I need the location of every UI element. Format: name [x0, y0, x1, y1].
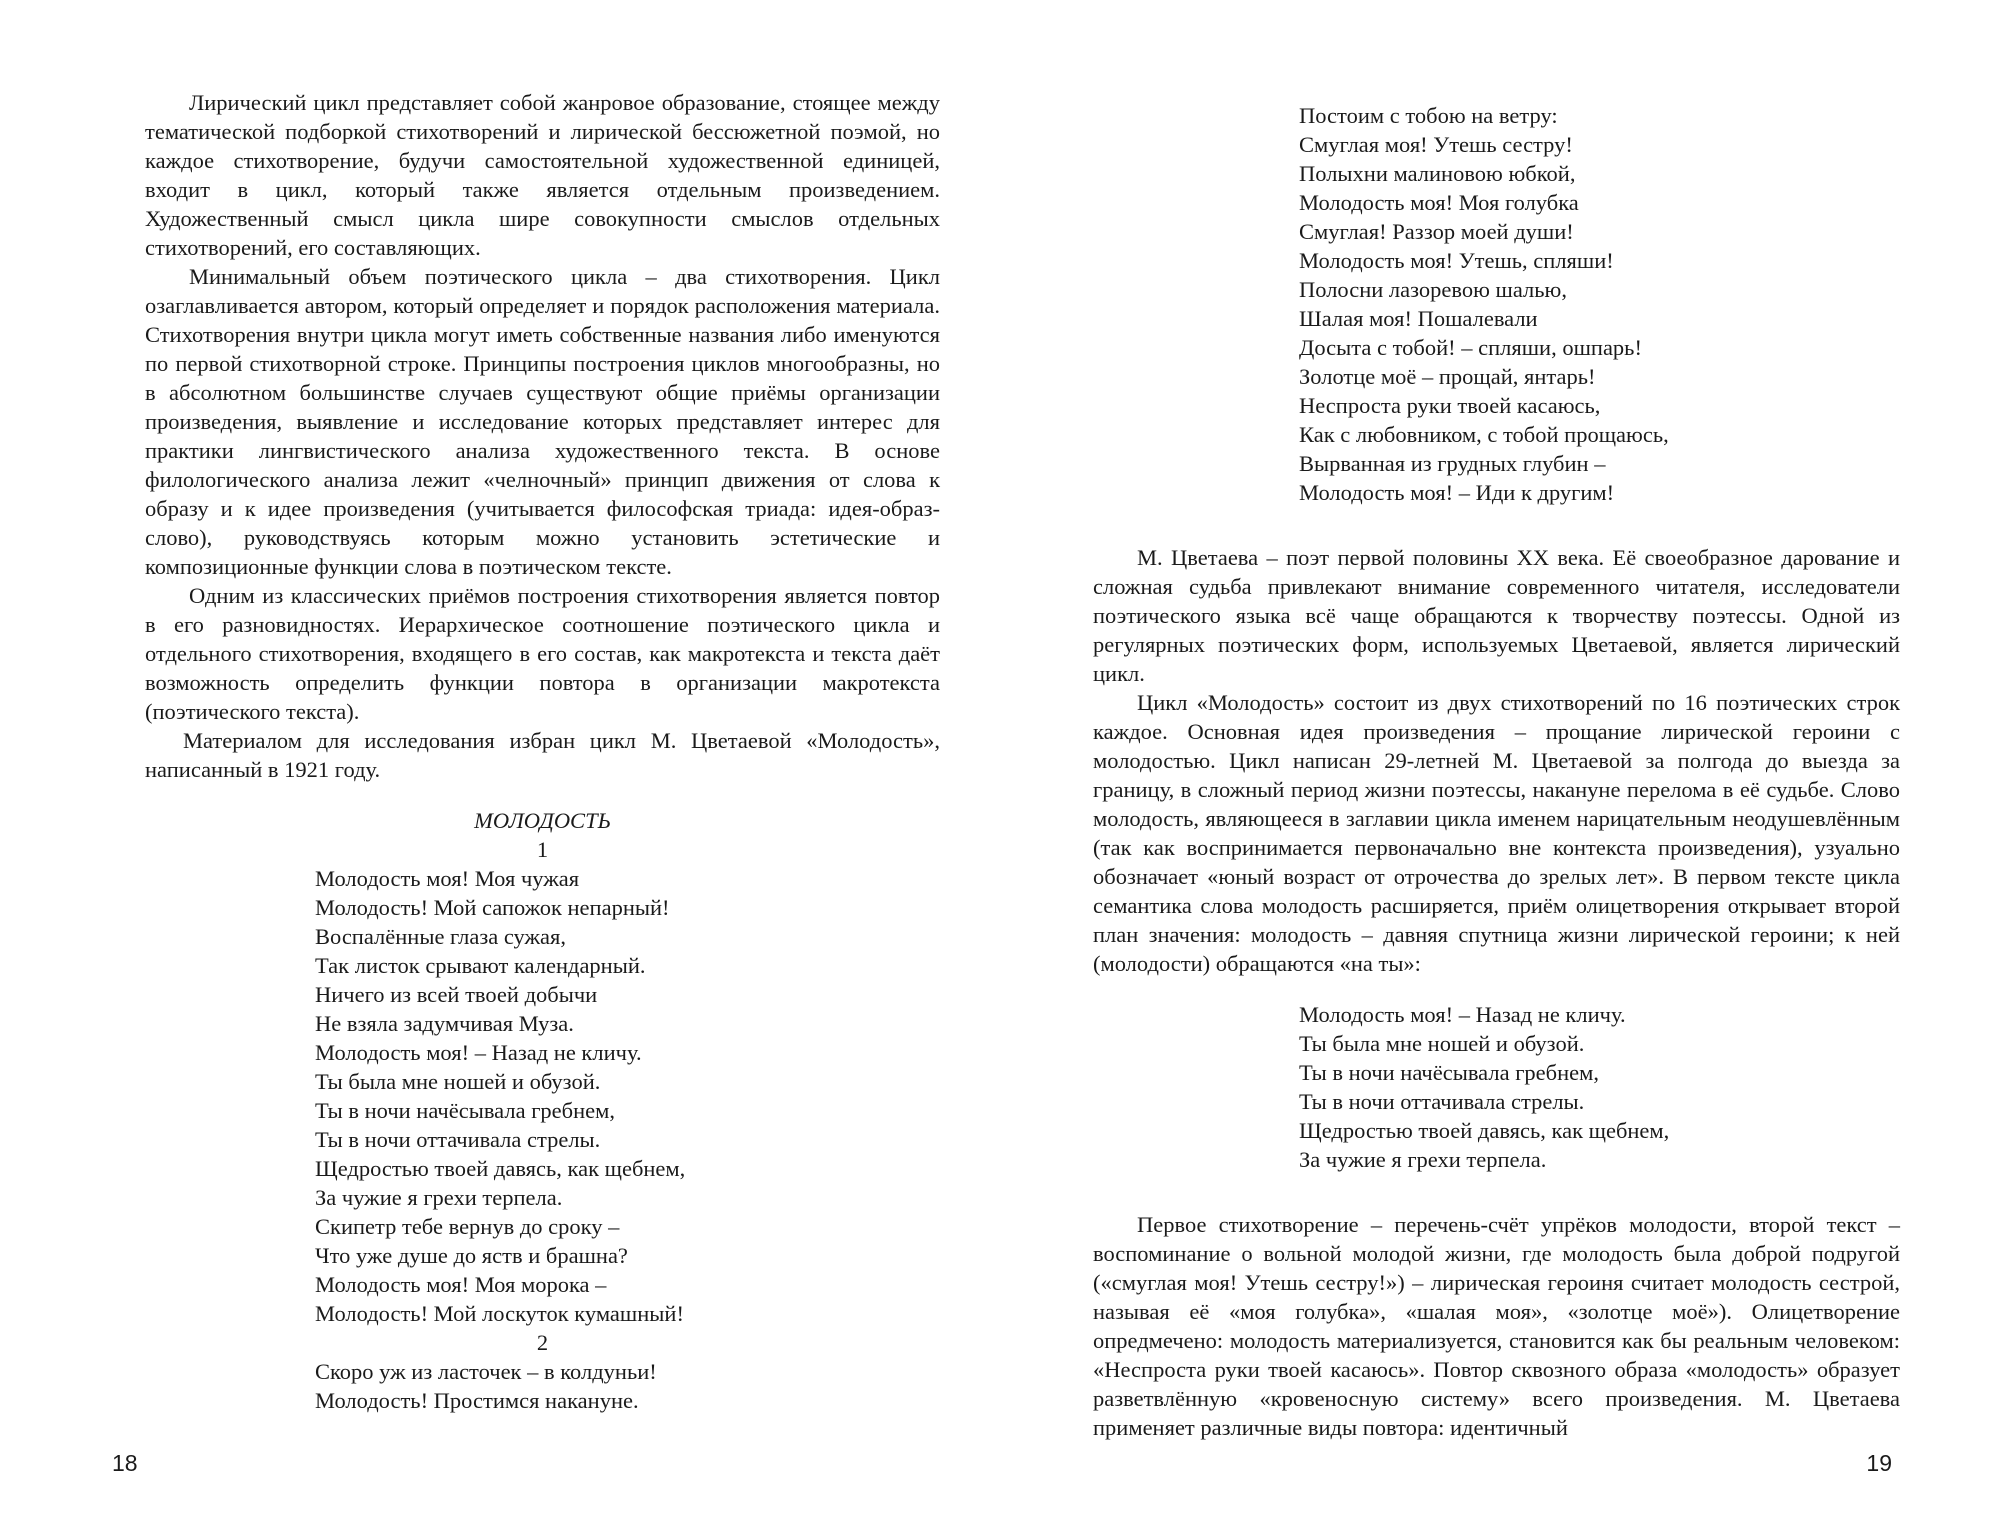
paragraph: Цикл «Молодость» состоит из двух стихотворений по 16 поэтических строк каждое. Основная идея произведения – прощание лирической героини с молодостью. Цикл написан 29-летней М. Цветаевой за полгода до выезда за границу, в сложный период жизни поэтессы, накануне перелома в её судьбе. Слово молодость, являющееся в заглавии цикла именем нарицательным неодушевлённым (так как воспринимается первоначально вне контекста произведения), узуально обозначает «юный возраст от отрочества до зрелых лет». В первом тексте цикла семантика слова молодость расширяется, приём олицетворения открывает второй план значения: молодость – давняя спутница жизни лирической героини; к ней (молодости) обращаются «на ты»: [1093, 690, 1900, 976]
poem-line: Ничего из всей твоей добычи [315, 982, 598, 1007]
poem-continuation [1093, 101, 1900, 507]
poem-line: Молодость! Мой сапожок непарный! [315, 895, 670, 920]
poem-line: Молодость! Мой лоскуток кумашный! [315, 1301, 684, 1326]
poem-line: Как с любовником, с тобой прощаюсь, [1299, 422, 1669, 447]
poem-line: Не взяла задумчивая Муза. [315, 1011, 574, 1036]
poem-part-number: 2 [536, 1330, 549, 1355]
poem-line: Постоим с тобою на ветру: [1299, 103, 1558, 128]
paragraph: Первое стихотворение – перечень-счёт упрёков молодости, второй текст – воспоминание о вольной молодой жизни, где молодость была доброй подругой («смуглая моя! Утешь сестру!») – лирическая героиня считает молодость сестрой, называя её «моя голубка», «шалая моя», «золотце моё»). Олицетворение опредмечено: молодость материализуется, становится как бы реальным человеком: «Неспроста руки твоей касаюсь». Повтор сквозного образа «молодость» образует разветвлённую «кровеносную систему» всего произведения. М. Цветаева применяет различные виды повтора: идентичный [1093, 1212, 1900, 1440]
page-number: 18 [112, 1450, 138, 1476]
paragraph: Лирический цикл представляет собой жанровое образование, стоящее между тематической подборкой стихотворений и лирической бессюжетной поэмой, но каждое стихотворение, будучи самостоятельной художественной единицей, входит в цикл, который также является отдельным произведением. Художественный смысл цикла шире совокупности смыслов отдельных стихотворений, его составляющих. [145, 90, 940, 260]
paragraph: Одним из классических приёмов построения стихотворения является повтор в его разновидностях. Иерархическое соотношение поэтического цикла и отдельного стихотворения, входящего в его состав, как макротекста и текста даёт возможность определить функции повтора в организации макротекста (поэтического текста). [145, 583, 940, 724]
poem-line: За чужие я грехи терпела. [315, 1185, 563, 1210]
poem-line: Скоро уж из ласточек – в колдуньи! [315, 1359, 657, 1384]
poem-line: Полыхни малиновою юбкой, [1299, 161, 1576, 186]
poem-line: Полосни лазоревою шалью, [1299, 277, 1567, 302]
poem-line: Щедростью твоей давясь, как щебнем, [315, 1156, 686, 1181]
quote-line: За чужие я грехи терпела. [1299, 1147, 1547, 1172]
poem-line: Что уже душе до яств и брашна? [315, 1243, 628, 1268]
poem-line: Золотце моё – прощай, янтарь! [1299, 364, 1596, 389]
poem-line: Шалая моя! Пошалевали [1299, 306, 1538, 331]
poem-line: Ты была мне ношей и обузой. [315, 1069, 601, 1094]
poem-line: Молодость моя! – Иди к другим! [1299, 480, 1615, 505]
poem-line: Молодость моя! – Назад не кличу. [315, 1040, 642, 1065]
poem-line: Неспроста руки твоей касаюсь, [1299, 393, 1601, 418]
poem-line: Молодость моя! Моя чужая [315, 866, 580, 891]
paragraph: Материалом для исследования избран цикл М. Цветаевой «Молодость», написанный в 1921 году. [145, 728, 940, 782]
poem-line: Молодость моя! Утешь, спляши! [1299, 248, 1614, 273]
poem-line: Скипетр тебе вернув до сроку – [315, 1214, 620, 1239]
poem-line: Смуглая моя! Утешь сестру! [1299, 132, 1573, 157]
right-page [1000, 0, 2000, 1523]
quote-line: Щедростью твоей давясь, как щебнем, [1299, 1118, 1670, 1143]
quote-line: Ты в ночи оттачивала стрелы. [1299, 1089, 1585, 1114]
quote-line: Молодость моя! – Назад не кличу. [1299, 1002, 1626, 1027]
poem-part-number: 1 [536, 837, 549, 862]
poem-block [145, 806, 775, 1415]
paragraph: Минимальный объем поэтического цикла – два стихотворения. Цикл озаглавливается автором, который определяет и порядок расположения материала. Стихотворения внутри цикла могут иметь собственные названия либо именуются по первой стихотворной строке. Принципы построения циклов многообразны, но в абсолютном большинстве случаев существуют общие приёмы организации произведения, выявление и исследование которых представляет интерес для практики лингвистического анализа художественного текста. В основе филологического анализа лежит «челночный» принцип движения от слова к образу и к идее произведения (учитывается философская триада: идея-образ-слово), руководствуясь которым можно установить эстетические и композиционные функции слова в поэтическом тексте. [145, 264, 940, 579]
poem-line: Ты в ночи оттачивала стрелы. [315, 1127, 601, 1152]
quote-block [1093, 1000, 1900, 1174]
poem-title: МОЛОДОСТЬ [474, 808, 611, 833]
page-number: 19 [1866, 1450, 1892, 1476]
poem-line: Досыта с тобой! – спляши, ошпарь! [1299, 335, 1642, 360]
poem-line: Так листок срывают календарный. [315, 953, 646, 978]
poem-line: Молодость моя! Моя голубка [1299, 190, 1579, 215]
paragraph: М. Цветаева – поэт первой половины XX века. Её своеобразное дарование и сложная судьба привлекают внимание современного читателя, исследователи поэтического языка всё чаще обращаются к творчеству поэтессы. Одной из регулярных поэтических форм, используемых Цветаевой, является лирический цикл. [1093, 545, 1900, 686]
quote-line: Ты в ночи начёсывала гребнем, [1299, 1060, 1599, 1085]
poem-line: Ты в ночи начёсывала гребнем, [315, 1098, 615, 1123]
poem-line: Молодость! Простимся накануне. [315, 1388, 639, 1413]
poem-line: Смуглая! Раззор моей души! [1299, 219, 1574, 244]
poem-line: Молодость моя! Моя морока – [315, 1272, 607, 1297]
right-text-column [1093, 101, 1900, 1442]
poem-line: Воспалённые глаза сужая, [315, 924, 567, 949]
left-text-column [145, 88, 940, 1415]
poem-line: Вырванная из грудных глубин – [1299, 451, 1606, 476]
quote-line: Ты была мне ношей и обузой. [1299, 1031, 1585, 1056]
